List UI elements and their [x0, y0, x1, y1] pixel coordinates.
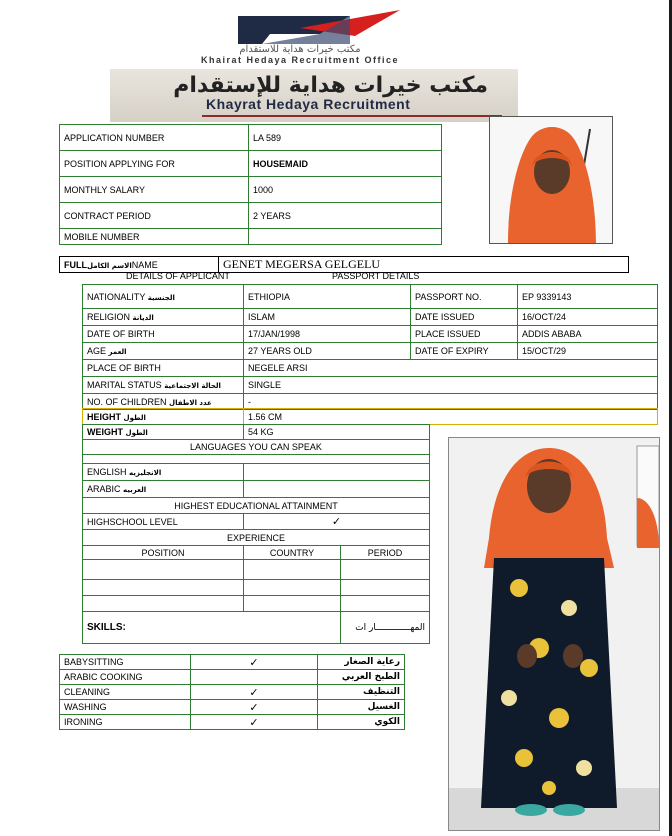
height-label-cell	[83, 409, 244, 425]
label-application-number: APPLICATION NUMBER	[60, 125, 249, 151]
highschool-label: HIGHSCHOOL LEVEL	[83, 514, 244, 530]
experience-cell	[341, 580, 430, 596]
weight-label: WEIGHT	[87, 427, 123, 437]
religion-label: RELIGION	[87, 312, 131, 322]
marital-label-cell	[83, 377, 244, 394]
banner-underline	[202, 115, 502, 117]
expiry-label: DATE OF EXPIRY	[411, 343, 518, 360]
skill-check-icon	[191, 670, 318, 685]
dob-value: 17/JAN/1998	[244, 326, 411, 343]
experience-position-header: POSITION	[83, 546, 244, 560]
weight-ar: الطول	[125, 429, 148, 437]
age-ar: العمر	[108, 348, 127, 356]
children-label: NO. OF CHILDREN	[87, 396, 167, 407]
value-contract: 2 YEARS	[249, 203, 442, 229]
office-banner	[110, 69, 518, 122]
highschool-check-icon: ✓	[244, 514, 430, 530]
religion-value: ISLAM	[244, 309, 411, 326]
skill-check-icon: ✓	[191, 685, 318, 700]
weight-value: 54 KG	[244, 425, 430, 440]
banner-arabic-title: مكتب خيرات هداية للإستقدام	[173, 73, 488, 98]
value-application-number: LA 589	[249, 125, 442, 151]
arabic-label-cell	[83, 481, 244, 498]
applicant-full-body-photo	[448, 437, 660, 831]
skill-label: WASHING	[60, 700, 191, 715]
skill-label: IRONING	[60, 715, 191, 730]
experience-cell	[341, 596, 430, 612]
nationality-value: ETHIOPIA	[244, 285, 411, 309]
religion-ar: الديانة	[132, 314, 154, 322]
experience-cell	[244, 560, 341, 580]
value-salary: 1000	[249, 177, 442, 203]
arabic-label: ARABIC	[87, 484, 121, 494]
age-value: 27 YEARS OLD	[244, 343, 411, 360]
languages-heading: LANGUAGES YOU CAN SPEAK	[83, 440, 430, 455]
height-weight-table	[82, 408, 658, 425]
nationality-label-cell	[83, 285, 244, 309]
name-label: NAME	[131, 259, 158, 270]
skill-check-icon: ✓	[191, 655, 318, 670]
education-heading: HIGHEST EDUCATIONAL ATTAINMENT	[83, 498, 430, 514]
age-label: AGE	[87, 346, 107, 356]
skill-label: CLEANING	[60, 685, 191, 700]
value-mobile	[249, 229, 442, 245]
pob-value: NEGELE ARSI	[244, 360, 658, 377]
full-name-value: GENET MEGERSA GELGELU	[223, 257, 381, 271]
pob-label: PLACE OF BIRTH	[83, 360, 244, 377]
age-label-cell	[83, 343, 244, 360]
heading-applicant-details: DETAILS OF APPLICANT	[126, 271, 230, 281]
skill-arabic-label: التنظيف	[318, 685, 405, 700]
application-table	[59, 124, 442, 245]
weight-label-cell	[83, 425, 244, 440]
nationality-label: NATIONALITY	[87, 291, 146, 302]
languages-spacer	[83, 455, 430, 464]
experience-cell	[341, 560, 430, 580]
marital-ar: الحالة الاجتماعية	[164, 382, 221, 390]
skill-arabic-label: الغسيل	[318, 700, 405, 715]
english-label-cell	[83, 464, 244, 481]
experience-period-header: PERIOD	[341, 546, 430, 560]
arabic-value	[244, 481, 430, 498]
experience-cell	[83, 580, 244, 596]
english-ar: الانجليزيه	[129, 469, 162, 477]
height-ar: الطول	[123, 413, 146, 422]
logo-arabic-text: مكتب خيرات هداية للاستقدام	[239, 44, 361, 55]
experience-cell	[244, 596, 341, 612]
height-value: 1.56 CM	[244, 409, 658, 425]
label-mobile: MOBILE NUMBER	[60, 229, 249, 245]
experience-country-header: COUNTRY	[244, 546, 341, 560]
experience-cell	[83, 560, 244, 580]
experience-heading: EXPERIENCE	[83, 530, 430, 546]
passport-no-label: PASSPORT NO.	[411, 285, 518, 309]
skills-label: SKILLS:	[83, 612, 341, 644]
skill-label: BABYSITTING	[60, 655, 191, 670]
logo-english-text: Khairat Hedaya Recruitment Office	[200, 55, 400, 65]
skill-arabic-label: الطبخ العربي	[318, 670, 405, 685]
marital-value: SINGLE	[244, 377, 658, 394]
skills-table	[59, 654, 405, 730]
place-issued-value: ADDIS ABABA	[518, 326, 658, 343]
full-label: FULL	[64, 259, 87, 270]
heading-passport-details: PASSPORT DETAILS	[332, 271, 420, 281]
banner-english-title: Khayrat Hedaya Recruitment	[206, 96, 411, 112]
experience-cell	[83, 596, 244, 612]
religion-label-cell	[83, 309, 244, 326]
lower-details-table	[82, 424, 430, 644]
date-issued-value: 16/OCT/24	[518, 309, 658, 326]
label-contract: CONTRACT PERIOD	[60, 203, 249, 229]
arabic-ar: العربيه	[123, 486, 147, 494]
children-value: -	[244, 394, 658, 410]
applicant-portrait-photo	[489, 116, 613, 244]
skill-arabic-label: الكوي	[318, 715, 405, 730]
place-issued-label: PLACE ISSUED	[411, 326, 518, 343]
skill-check-icon: ✓	[191, 715, 318, 730]
skills-arabic-label: المهـــــــــــــار ات	[341, 612, 430, 644]
english-label: ENGLISH	[87, 467, 127, 477]
nationality-ar: الجنسية	[147, 293, 175, 302]
applicant-details-table	[82, 284, 658, 410]
skill-label: ARABIC COOKING	[60, 670, 191, 685]
dob-label: DATE OF BIRTH	[83, 326, 244, 343]
date-issued-label: DATE ISSUED	[411, 309, 518, 326]
marital-label: MARITAL STATUS	[87, 380, 162, 390]
height-label: HEIGHT	[87, 411, 122, 422]
skill-arabic-label: رعاية الصغار	[318, 655, 405, 670]
expiry-value: 15/OCT/29	[518, 343, 658, 360]
experience-cell	[244, 580, 341, 596]
children-ar: عدد الاطفال	[169, 398, 212, 407]
label-position: POSITION APPLYING FOR	[60, 151, 249, 177]
full-name-arabic-label: الاسم الكامل	[87, 261, 132, 270]
skill-check-icon: ✓	[191, 700, 318, 715]
passport-no-value: EP 9339143	[518, 285, 658, 309]
value-position: HOUSEMAID	[249, 151, 442, 177]
label-salary: MONTHLY SALARY	[60, 177, 249, 203]
english-value	[244, 464, 430, 481]
